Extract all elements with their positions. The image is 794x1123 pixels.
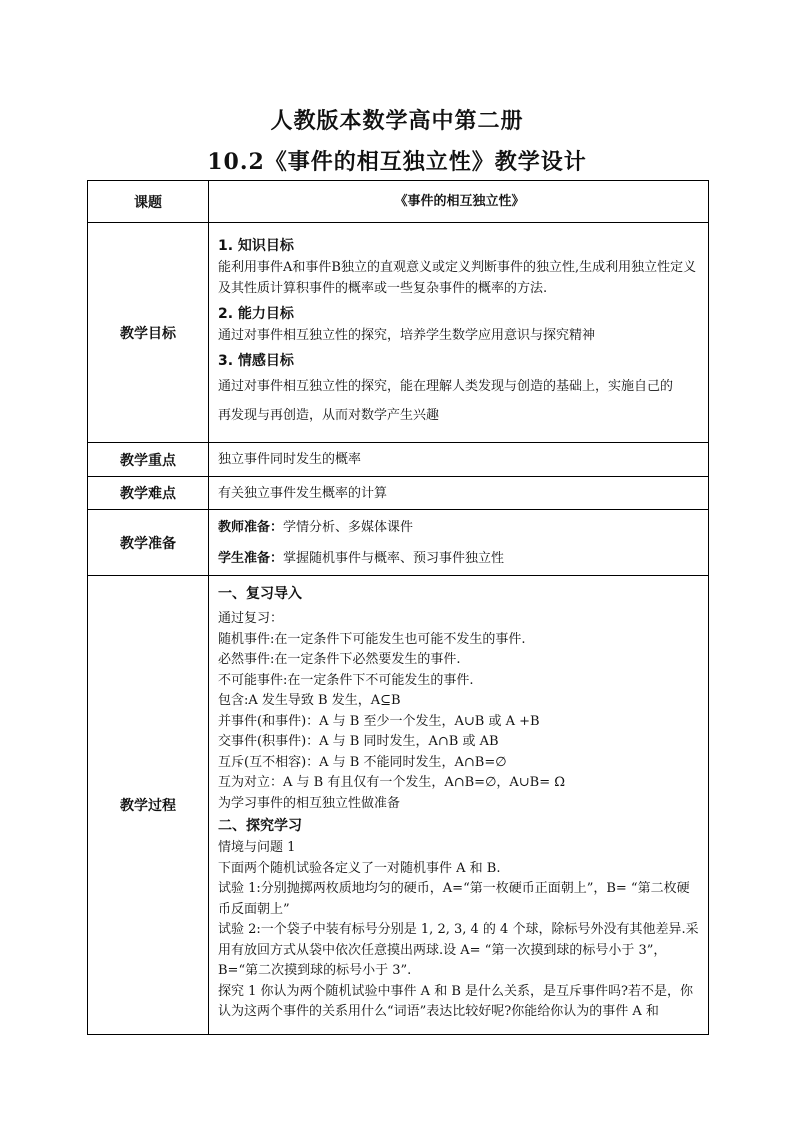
topic-value: 《事件的相互独立性》 (209, 181, 709, 223)
process-line: 试验 2:一个袋子中装有标号分别是 1, 2, 3, 4 的 4 个球，除标号外没有其他差异.采用有放回方式从袋中依次任意摸出两球.设 A= “第一次摸到球的标号小于 3”，B=“第二次摸到球的标号小于 3”. (218, 922, 699, 978)
process-line: 为学习事件的相互独立性做准备 (218, 795, 401, 811)
teacher-prep-value: 学情分析、多媒体课件 (283, 519, 414, 535)
table-row (88, 223, 709, 443)
process-line: 随机事件:在一定条件下可能发生也可能不发生的事件. (218, 631, 526, 647)
row-label: 教学过程 (88, 576, 209, 1035)
process-line: 交事件(积事件)：A 与 B 同时发生，A∩B 或 AB (218, 734, 499, 749)
document-subtitle: 10.2《事件的相互独立性》教学设计 (207, 149, 587, 175)
process-line: 情境与问题 1 (218, 840, 296, 855)
process-line: 不可能事件:在一定条件下不可能发生的事件. (218, 672, 474, 688)
row-label: 教学重点 (88, 443, 209, 477)
process-line: 必然事件:在一定条件下必然要发生的事件. (218, 652, 461, 667)
process-cell (209, 576, 709, 1035)
lesson-plan-table (87, 180, 709, 1035)
review-lines (218, 609, 701, 814)
table-row (88, 510, 709, 576)
document-title: 人教版本数学高中第二册 (270, 108, 524, 134)
process-line: 并事件(和事件)：A 与 B 至少一个发生，A∪B 或 A +B (218, 713, 540, 729)
table-row (88, 477, 709, 510)
table-row (88, 576, 709, 1035)
table-row (88, 443, 709, 477)
key-value: 独立事件同时发生的概率 (209, 443, 709, 477)
process-line: 试验 1:分别抛掷两枚质地均匀的硬币，A=“第一枚硬币正面朝上”，B= “第二枚硬币反面朝上” (218, 881, 690, 917)
explore-lines (218, 838, 701, 1023)
section-heading: 二、探究学习 (218, 818, 302, 834)
process-line: 包含:A 发生导致 B 发生，A⊆B (218, 693, 401, 708)
process-line: 互为对立：A 与 B 有且仅有一个发生，A∩B=∅，A∪B= Ω (218, 775, 566, 790)
goal-text: 通过对事件相互独立性的探究，培养学生数学应用意识与探究精神 (218, 328, 596, 343)
row-label: 教学目标 (88, 223, 209, 443)
table-row (88, 181, 709, 223)
teacher-prep-label: 教师准备： (218, 519, 284, 535)
goal-text: 再发现与再创造，从而对数学产生兴趣 (218, 408, 440, 423)
prep-cell (209, 510, 709, 576)
goal-heading: 1. 知识目标 (218, 238, 294, 254)
process-line: 互斥(互不相容)：A 与 B 不能同时发生，A∩B=∅ (218, 754, 507, 770)
goals-cell (209, 223, 709, 443)
goal-heading: 3. 情感目标 (218, 353, 294, 369)
process-line: 下面两个随机试验各定义了一对随机事件 A 和 B. (218, 860, 501, 876)
section-heading: 一、复习导入 (218, 586, 302, 602)
row-label: 课题 (88, 181, 209, 223)
student-prep-label: 学生准备： (218, 550, 284, 566)
goal-text: 通过对事件相互独立性的探究，能在理解人类发现与创造的基础上，实施自己的 (218, 379, 674, 394)
student-prep-value: 掌握随机事件与概率、预习事件独立性 (283, 550, 505, 566)
goal-heading: 2. 能力目标 (218, 306, 294, 322)
difficult-value: 有关独立事件发生概率的计算 (209, 477, 709, 510)
process-line: 探究 1 你认为两个随机试验中事件 A 和 B 是什么关系，是互斥事件吗?若不是，你认为这两个事件的关系用什么“词语”表达比较好呢?你能给你认为的事件 A 和 (218, 983, 693, 1019)
goal-text: 能利用事件A和事件B独立的直观意义或定义判断事件的独立性,生成利用独立性定义及其性质计算积事件的概率或一些复杂事件的概率的方法. (218, 260, 697, 296)
row-label: 教学准备 (88, 510, 209, 576)
row-label: 教学难点 (88, 477, 209, 510)
process-line: 通过复习： (218, 611, 284, 626)
